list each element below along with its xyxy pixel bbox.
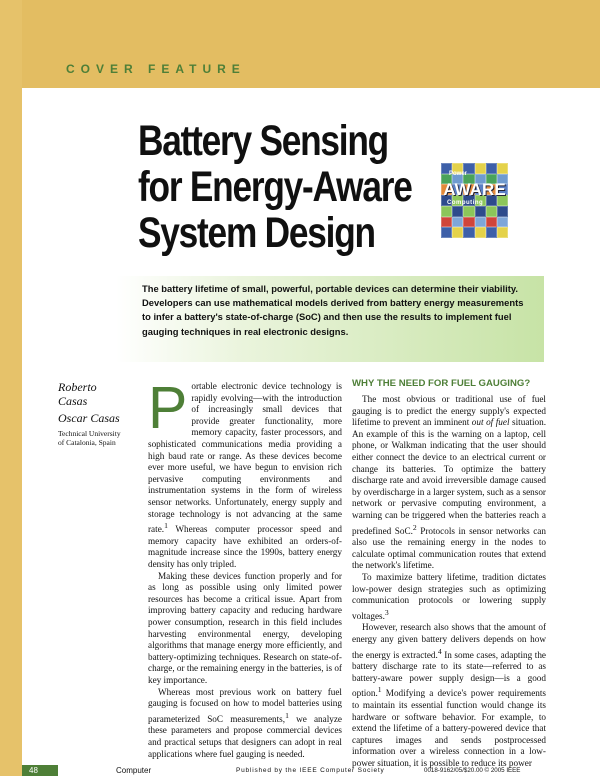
logo-tile — [497, 227, 508, 238]
page-number-box — [22, 765, 58, 776]
logo-tile — [463, 217, 474, 228]
author-name — [58, 381, 134, 408]
title-line: Battery Sensing — [138, 117, 388, 165]
logo-small-text: Power — [449, 171, 468, 177]
text-run: The most obvious or traditional use of fuel gauging is to predict the energy supply's expected lifetime to prevent an imminent — [352, 394, 546, 428]
article-title — [138, 117, 412, 257]
affiliation-line: Technical University — [58, 428, 121, 438]
text-run: However, research also shows that the amount of energy any given battery delivers depends on how the energy is extracted. — [352, 622, 546, 660]
italic-run: out of fuel — [471, 417, 510, 428]
logo-main-text: AWARE — [443, 180, 506, 199]
affiliation-line: of Catalonia, Spain — [58, 438, 116, 447]
paragraph — [352, 394, 546, 572]
logo-tile — [452, 206, 463, 217]
affiliation — [58, 429, 134, 448]
title-line: for Energy-Aware — [138, 163, 412, 211]
logo-tile — [497, 163, 508, 174]
abstract-text: The battery lifetime of small, powerful, portable devices can determine their viability. Developers can use mathematical models derived from battery energy measurements to infer a battery's state-of-charge (SoC) and then use the results to implement fuel gauging techniques in real electronic designs. — [142, 283, 524, 337]
copyright-line: 0018-9162/05/$20.00 © 2005 IEEE — [424, 767, 521, 774]
logo-tile — [497, 206, 508, 217]
logo-tile — [441, 206, 452, 217]
author-block — [58, 381, 134, 448]
reference-mark: 2 — [412, 522, 417, 532]
side-banner — [0, 0, 22, 776]
paragraph — [148, 687, 342, 761]
paragraph — [352, 622, 546, 769]
text-run: we analyze these parameters and propose commercial devices and practical setups that designers can adopt in real applications where fuel gauging is needed. — [148, 713, 342, 759]
text-run: Whereas most previous work on battery fuel gauging is focused on how to model batteries using parameterized SoC measurements, — [148, 686, 342, 724]
logo-tile — [463, 227, 474, 238]
logo-tile — [441, 217, 452, 228]
abstract-box — [116, 276, 544, 362]
body-column-2 — [352, 378, 546, 770]
logo-tile — [486, 163, 497, 174]
paragraph — [352, 572, 546, 622]
logo-tile — [497, 217, 508, 228]
logo-tile — [441, 227, 452, 238]
logo-tile — [475, 206, 486, 217]
logo-tile — [452, 217, 463, 228]
publisher-line: Published by the IEEE Computer Society — [236, 767, 385, 774]
author-name — [58, 412, 134, 426]
section-heading: WHY THE NEED FOR FUEL GAUGING? — [352, 378, 531, 389]
author-last: Casas — [58, 393, 88, 408]
page-number: 48 — [29, 766, 38, 775]
author-full: Oscar Casas — [58, 411, 120, 425]
logo-tile — [475, 217, 486, 228]
logo-tile — [486, 227, 497, 238]
reference-mark: 1 — [285, 710, 289, 720]
reference-mark: 3 — [384, 607, 389, 617]
drop-cap: P — [148, 375, 188, 441]
body-column-1 — [148, 375, 342, 760]
journal-name: Computer — [116, 766, 152, 775]
logo-tile — [475, 227, 486, 238]
logo-tile — [452, 227, 463, 238]
paragraph — [148, 375, 342, 571]
text-run: Protocols in sensor networks can also use the remaining energy in the nodes to calculate optimal communication routes that extend the network's lifetime. — [352, 525, 546, 571]
reference-mark: 1 — [377, 685, 382, 695]
section-label: COVER FEATURE — [66, 62, 246, 76]
text-run: Whereas computer processor speed and memory capacity have exhibited an orders-of-magnitude increase since the 1990s, battery energy density has only tripled. — [148, 524, 342, 569]
text-run: In some cases, adapting the battery discharge rate to its state—referred to as battery-aware power supply design—is a good option. — [352, 649, 546, 699]
logo-tile — [475, 163, 486, 174]
reference-mark: 1 — [164, 521, 168, 531]
text-run: To maximize battery lifetime, tradition dictates low-power design strategies such as optimizing communication protocols or lowering supply voltages. — [352, 571, 546, 621]
text-run: Modifying a device's power requirements to maintain its essential function would change its hardware or software behavior. For example, to extend the lifetime of a battery-powered device that captures images and sends postprocessed information over a wireless connection in a low-power situation, it is possible to reduce its power — [352, 688, 546, 769]
reference-mark: 4 — [437, 646, 442, 656]
text-run: situation. An example of this is the warning on a laptop, cell phone, or Walkman indicating that the user should either connect the device to an electrical current or change its batteries. To optimize the battery discharge rate and avoid irreversible damage caused by overdischarge in a larger system, such as a sensor network or pervasive computing environment, a warning can be triggered when the batteries reach a predefined SoC. — [352, 417, 546, 536]
power-aware-logo — [441, 163, 508, 238]
author-first: Roberto — [58, 380, 97, 394]
title-line: System Design — [138, 209, 375, 257]
logo-tile — [486, 217, 497, 228]
logo-sub-text: Computing — [447, 200, 484, 206]
text-run: ortable electronic device technology is rapidly evolving—with the introduction of increasingly small devices that provide greater functionality, more memory capacity, faster processors, and sophisticated communications media providing a high baud rate or range. As these devices become ever more useful, we have begun to envision rich pervasive computing environments and instrumentation systems in the form of wireless sensor networks. Unfortunately, energy supply and storage technology is not advancing at the same rate. — [148, 381, 342, 535]
logo-tile — [486, 206, 497, 217]
paragraph: Making these devices function properly and for as long as possible using only limited power resources has become a critical issue. Apart from improving battery capacity and reducing hardware power consumption, research in this field includes harvesting environmental energy, developing algorithms that manage energy more efficiently, and battery-optimizing techniques. Research on state-of-charge, or the remaining energy in the batteries, is of key importance. — [148, 570, 342, 685]
logo-tile — [463, 206, 474, 217]
